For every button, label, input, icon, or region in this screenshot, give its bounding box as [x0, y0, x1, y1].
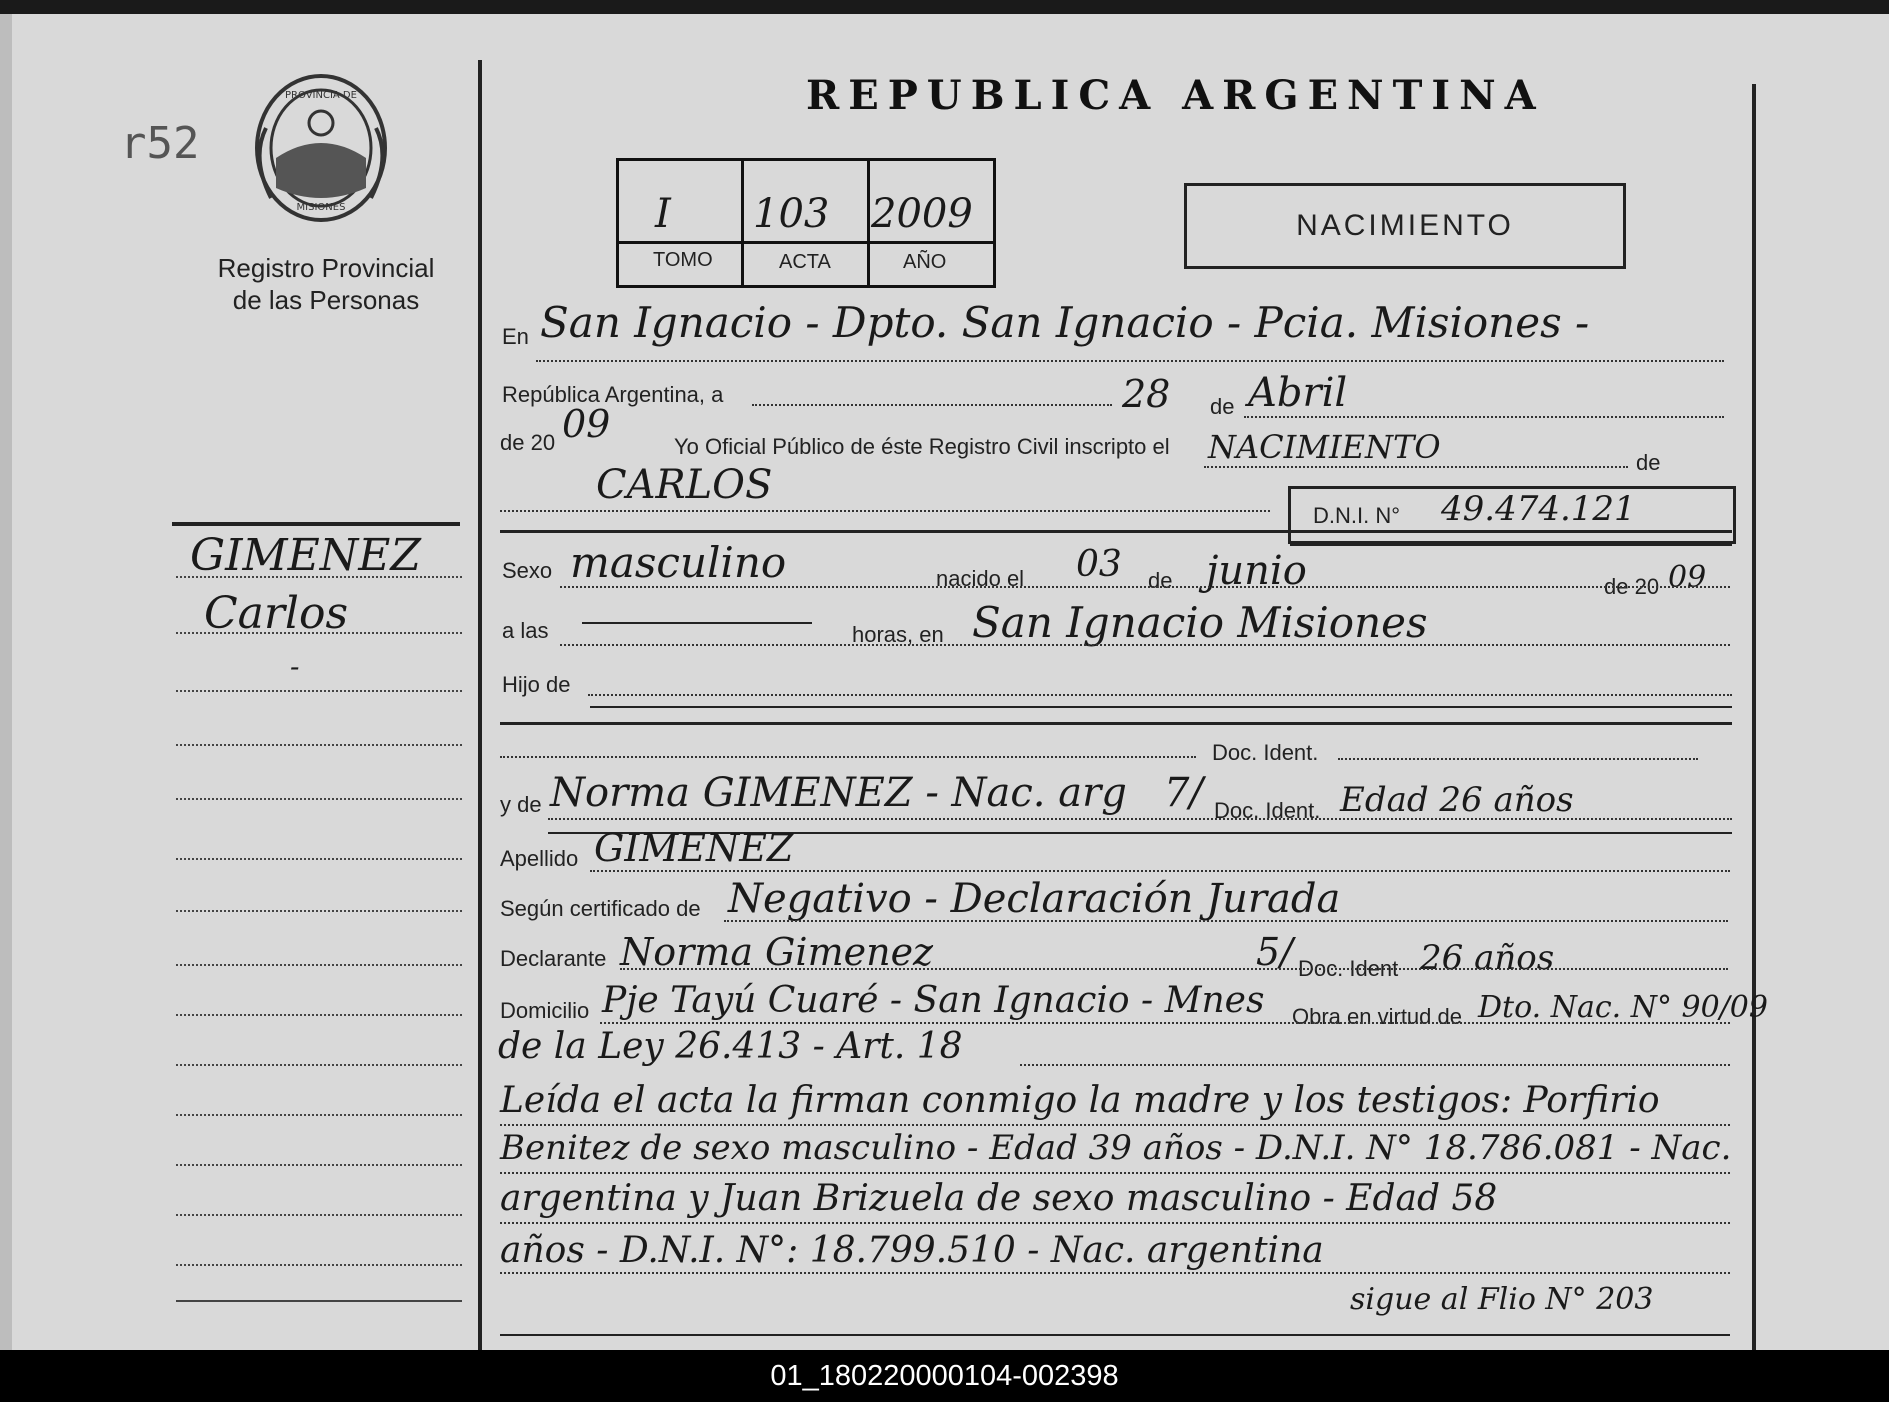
narrative-line-3: argentina y Juan Brizuela de sexo masculino - Edad 58: [500, 1178, 1498, 1219]
table-divider: [619, 241, 993, 244]
margin-line: [176, 1214, 462, 1216]
field-nacido-dia: 03: [1076, 544, 1122, 585]
label-de-3: de: [1148, 568, 1173, 593]
field-madre-edad: Edad 26 años: [1340, 780, 1574, 820]
label-de-1: de: [1210, 394, 1235, 419]
label-domicilio: Domicilio: [500, 998, 590, 1023]
narrative-underline: [500, 1272, 1730, 1274]
provincial-seal-icon: [246, 68, 396, 228]
acta-value: 103: [753, 191, 830, 237]
field-certificado: Negativo - Declaración Jurada: [728, 876, 1341, 922]
label-doc-ident-2: Doc. Ident.: [1214, 798, 1321, 823]
margin-line: [176, 1114, 462, 1116]
narrative-line-4: años - D.N.I. N°: 18.799.510 - Nac. argentina: [500, 1230, 1324, 1271]
image-id-label: 01_180220000104-002398: [770, 1360, 1119, 1392]
registry-name: [196, 252, 456, 316]
narrative-line-2: Benitez de sexo masculino - Edad 39 años - D.N.I. N° 18.786.081 - Nac.: [500, 1128, 1732, 1168]
label-y-de: y de: [500, 792, 542, 817]
record-type-box: NACIMIENTO: [1184, 183, 1626, 269]
margin-line: [176, 798, 462, 800]
continuation-note: sigue al Flio N° 203: [1350, 1282, 1654, 1317]
line-a-las: [560, 644, 1730, 646]
margin-line: [176, 1064, 462, 1066]
field-hora-line: [582, 622, 812, 624]
label-en: En: [502, 324, 529, 349]
line-hijo-de: [588, 694, 1732, 696]
seal-bottom-text: MISIONES: [296, 202, 346, 213]
narrative-underline: [500, 1172, 1730, 1174]
margin-mark: -: [290, 650, 300, 683]
line-fecha: [752, 404, 1112, 406]
narrative-underline: [500, 1222, 1730, 1224]
line-lugar: [536, 360, 1724, 362]
column-border-right: [1752, 84, 1756, 1350]
margin-line: [176, 858, 462, 860]
margin-name: Carlos: [204, 588, 349, 639]
margin-line: [176, 1264, 462, 1266]
line-mes: [1244, 416, 1724, 418]
line-hijo-de-solid: [590, 706, 1732, 708]
label-de20: de 20: [500, 430, 556, 455]
field-nombre: CARLOS: [596, 462, 773, 508]
line-domicilio: [600, 1022, 1730, 1024]
field-sexo: masculino: [570, 538, 787, 587]
label-declarante: Declarante: [500, 946, 607, 971]
seal-top-text: PROVINCIA DE: [285, 90, 357, 101]
label-obra: Obra en virtud de: [1292, 1004, 1462, 1029]
label-dni: D.N.I. N°: [1313, 503, 1401, 528]
label-yo-oficial: Yo Oficial Público de éste Registro Civil inscripto el: [674, 434, 1170, 459]
line-doc-1: [1338, 758, 1698, 760]
field-madre: Norma GIMENEZ - Nac. arg: [550, 770, 1127, 816]
label-nacido-el: nacido el: [936, 566, 1025, 591]
margin-divider: [172, 522, 460, 526]
margin-line: [176, 576, 462, 578]
label-de2000: de 20: [1604, 574, 1660, 599]
label-republica: República Argentina, a: [502, 382, 724, 407]
anio-label: AÑO: [903, 251, 947, 273]
field-madre-slash: 7/: [1164, 770, 1203, 816]
field-dni: 49.474.121: [1441, 489, 1636, 529]
margin-line: [176, 910, 462, 912]
label-doc-ident-1: Doc. Ident.: [1212, 740, 1319, 765]
line-hijo-de-2: [500, 722, 1732, 725]
registry-line-1: Registro Provincial: [217, 253, 435, 283]
label-a-las: a las: [502, 618, 549, 643]
line-obra-cont: [1020, 1064, 1730, 1066]
bottom-rule: [500, 1334, 1730, 1336]
label-horas-en: horas, en: [852, 622, 944, 647]
narrative-underline: [500, 1124, 1730, 1126]
tomo-value: I: [655, 191, 671, 237]
acta-label: ACTA: [779, 251, 831, 273]
dni-box: [1288, 486, 1736, 544]
section-divider: [500, 530, 1732, 533]
margin-number: r52: [120, 118, 200, 169]
field-lugar: San Ignacio - Dpto. San Ignacio - Pcia. Misiones -: [540, 298, 1590, 347]
label-apellido: Apellido: [500, 846, 579, 871]
label-de-2: de: [1636, 450, 1661, 475]
field-domicilio: Pje Tayú Cuaré - San Ignacio - Mnes: [602, 980, 1265, 1021]
record-reference-table: [616, 158, 996, 288]
field-declarante-slash: 5/: [1256, 930, 1293, 974]
line-nombre: [500, 510, 1270, 512]
margin-line: [176, 632, 462, 634]
line-sexo: [560, 586, 1730, 588]
field-declarante-edad: 26 años: [1420, 938, 1555, 978]
margin-line: [176, 964, 462, 966]
field-nacido-mes: junio: [1206, 548, 1307, 594]
line-y-de: [548, 818, 1732, 820]
field-inscripto: NACIMIENTO: [1208, 428, 1441, 466]
line-padre: [500, 756, 1196, 758]
field-obra: Dto. Nac. N° 90/09: [1478, 990, 1768, 1025]
label-segun: Según certificado de: [500, 896, 701, 921]
tomo-label: TOMO: [653, 249, 713, 271]
field-dia: 28: [1122, 372, 1171, 416]
anio-value: 2009: [871, 191, 973, 237]
line-declarante: [620, 968, 1728, 970]
margin-line: [176, 744, 462, 746]
registry-line-2: de las Personas: [232, 285, 420, 315]
label-hijo-de: Hijo de: [502, 672, 571, 697]
label-doc-ident-3: Doc. Ident: [1298, 956, 1399, 981]
line-inscripto: [1204, 466, 1628, 468]
field-apellido: GIMENEZ: [594, 826, 794, 870]
top-edge: [0, 0, 1889, 14]
narrative-line-1: Leída el acta la firman conmigo la madre y los testigos: Porfirio: [500, 1080, 1660, 1121]
margin-line: [176, 1300, 462, 1302]
image-id-bar: [0, 1350, 1889, 1402]
field-nacido-anio: 09: [1668, 560, 1707, 595]
field-obra-cont: de la Ley 26.413 - Art. 18: [498, 1026, 963, 1067]
field-declarante: Norma Gimenez: [620, 930, 934, 974]
section-divider-2: [1290, 544, 1732, 546]
margin-line: [176, 1164, 462, 1166]
line-apellido: [590, 870, 1730, 872]
page-left-edge: [0, 14, 12, 1350]
field-lugar-nac: San Ignacio Misiones: [972, 598, 1428, 647]
margin-line: [176, 1014, 462, 1016]
column-border-left: [478, 60, 482, 1350]
field-mes: Abril: [1248, 370, 1348, 416]
document-heading: REPUBLICA ARGENTINA: [806, 72, 1545, 119]
margin-line: [176, 690, 462, 692]
label-sexo: Sexo: [502, 558, 553, 583]
field-anio-suffix: 09: [562, 402, 611, 446]
margin-surname: GIMENEZ: [190, 530, 421, 581]
line-certificado: [724, 920, 1728, 922]
